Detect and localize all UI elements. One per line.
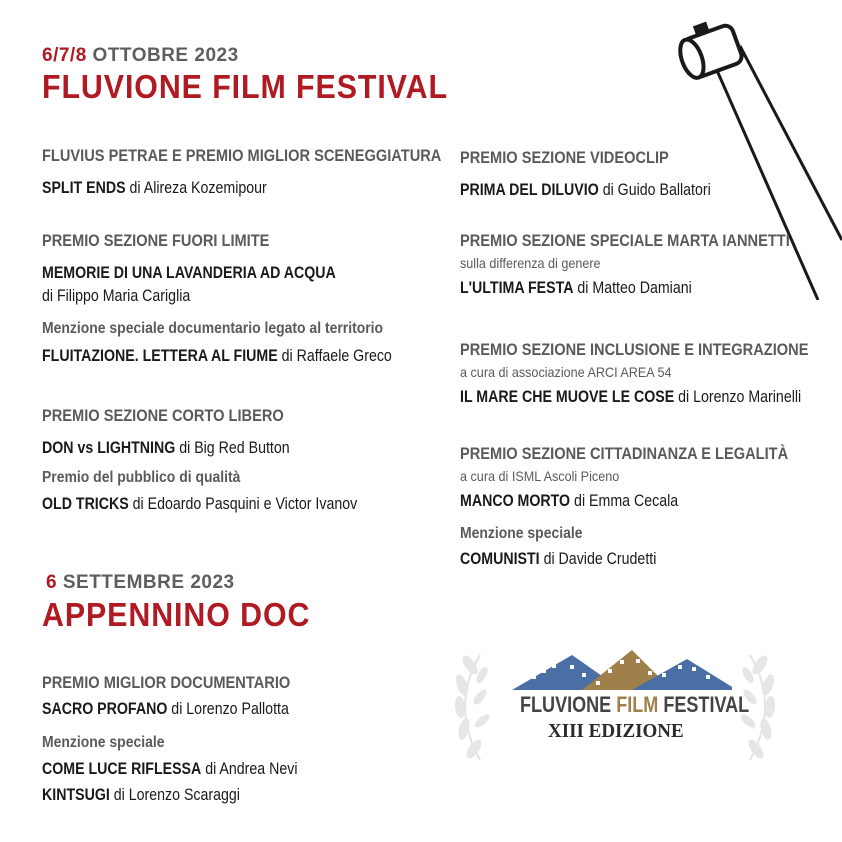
film-title: MANCO MORTO: [460, 492, 571, 510]
film-credit: di Lorenzo Marinelli: [674, 388, 802, 406]
logo-word-film: FILM: [616, 692, 659, 717]
film-title: SPLIT ENDS: [42, 179, 126, 197]
festival-date: [42, 45, 239, 67]
festival-date-days: 6/7/8: [42, 45, 87, 66]
festival-date-month: OTTOBRE: [92, 45, 189, 66]
winner-memorie-title: [42, 264, 336, 283]
category-marta-iannetti: PREMIO SEZIONE SPECIALE MARTA IANNETTI: [460, 231, 790, 250]
film-title: KINTSUGI: [42, 786, 110, 804]
category-corto-libero: PREMIO SEZIONE CORTO LIBERO: [42, 406, 284, 425]
film-credit: di Matteo Damiani: [573, 279, 692, 297]
mention-pubblico: Premio del pubblico di qualità: [42, 469, 241, 486]
winner-split-ends: [42, 179, 267, 198]
appennino-date-days: 6: [46, 572, 58, 593]
mention-speciale-cittadinanza: Menzione speciale: [460, 525, 583, 542]
film-credit: di Davide Crudetti: [539, 550, 657, 568]
film-title: COME LUCE RIFLESSA: [42, 760, 202, 778]
category-videoclip: PREMIO SEZIONE VIDEOCLIP: [460, 148, 669, 167]
winner-comunisti: [460, 550, 656, 569]
film-title: MEMORIE DI UNA LAVANDERIA AD ACQUA: [42, 264, 336, 282]
film-credit: di Lorenzo Scaraggi: [109, 786, 240, 804]
appennino-title: APPENNINO DOC: [42, 596, 311, 633]
appennino-date-year: 2023: [190, 572, 235, 593]
category-fuori-limite: PREMIO SEZIONE FUORI LIMITE: [42, 231, 270, 250]
appennino-date: [46, 572, 235, 594]
winner-old-tricks: [42, 495, 357, 514]
festival-title: FLUVIONE FILM FESTIVAL: [42, 68, 448, 105]
film-title: COMUNISTI: [460, 550, 540, 568]
film-credit: di Edoardo Pasquini e Victor Ivanov: [128, 495, 358, 513]
winner-don-vs-lightning: [42, 439, 290, 458]
subtitle-inclusione: a cura di associazione ARCI AREA 54: [460, 364, 672, 380]
logo-wordmark: [520, 692, 749, 718]
film-title: SACRO PROFANO: [42, 700, 168, 718]
winner-come-luce-riflessa: [42, 760, 298, 779]
category-miglior-documentario: PREMIO MIGLIOR DOCUMENTARIO: [42, 673, 291, 692]
film-credit: di Raffaele Greco: [277, 347, 392, 365]
film-credit: di Lorenzo Pallotta: [167, 700, 289, 718]
film-strip-icon: [512, 645, 732, 695]
festival-date-year: 2023: [194, 45, 239, 66]
logo-edition: XIII EDIZIONE: [548, 720, 684, 742]
category-cittadinanza: PREMIO SEZIONE CITTADINANZA E LEGALITÀ: [460, 444, 789, 463]
mention-speciale-doc: Menzione speciale: [42, 734, 165, 751]
film-title-vs: vs: [73, 439, 98, 457]
winner-mare-che-muove: [460, 388, 801, 407]
film-credit: di Guido Ballatori: [598, 181, 711, 199]
film-credit: di Andrea Nevi: [201, 760, 298, 778]
film-title-part: LIGHTNING: [97, 439, 176, 457]
film-credit: di Emma Cecala: [570, 492, 679, 510]
winner-fluitazione: [42, 347, 392, 366]
subtitle-marta: sulla differenza di genere: [460, 255, 601, 271]
film-title-part: DON: [42, 439, 74, 457]
category-inclusione: PREMIO SEZIONE INCLUSIONE E INTEGRAZIONE: [460, 340, 809, 359]
subtitle-cittadinanza: a cura di ISML Ascoli Piceno: [460, 468, 620, 484]
appennino-date-month: SETTEMBRE: [62, 572, 185, 593]
film-credit: di Big Red Button: [175, 439, 290, 457]
film-title: OLD TRICKS: [42, 495, 129, 513]
winner-prima-del-diluvio: [460, 181, 711, 200]
film-title: PRIMA DEL DILUVIO: [460, 181, 599, 199]
film-title: IL MARE CHE MUOVE LE COSE: [460, 388, 675, 406]
logo-word-fluvione: FLUVIONE: [520, 692, 612, 717]
winner-sacro-profano: [42, 700, 289, 719]
winner-ultima-festa: [460, 279, 692, 298]
film-title: FLUITAZIONE. LETTERA AL FIUME: [42, 347, 278, 365]
winner-manco-morto: [460, 492, 678, 511]
spotlight-icon: [640, 10, 842, 300]
winner-kintsugi: [42, 786, 240, 805]
film-credit: di Alireza Kozemipour: [125, 179, 267, 197]
film-title: L'ULTIMA FESTA: [460, 279, 574, 297]
category-fluvius-petrae: FLUVIUS PETRAE E PREMIO MIGLIOR SCENEGGIATURA: [42, 146, 442, 165]
winner-memorie-credit: di Filippo Maria Cariglia: [42, 287, 191, 305]
mention-documentario: Menzione speciale documentario legato al territorio: [42, 320, 384, 337]
logo-word-festival: FESTIVAL: [663, 692, 750, 717]
